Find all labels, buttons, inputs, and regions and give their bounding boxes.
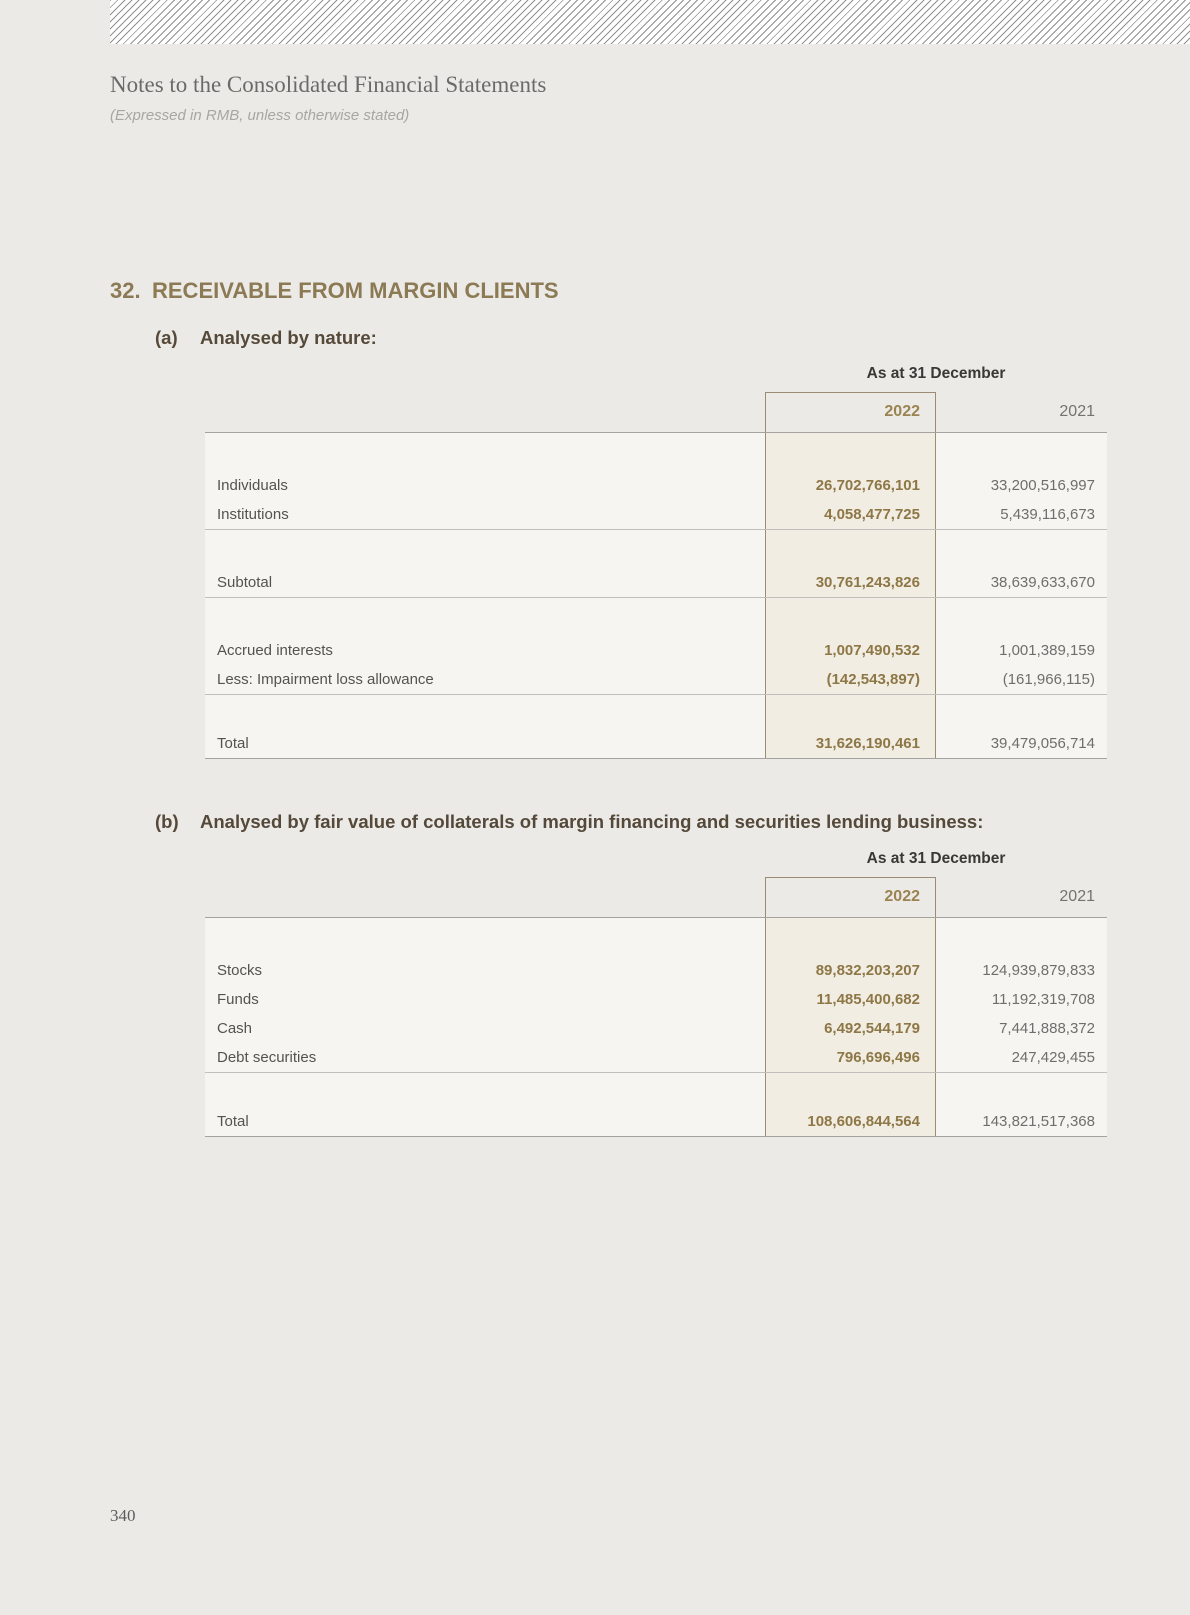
table-row bbox=[205, 956, 1107, 985]
row-label: Individuals bbox=[217, 477, 288, 494]
value-2021: 33,200,516,997 bbox=[990, 477, 1095, 494]
row-label: Cash bbox=[217, 1020, 253, 1037]
row-label: Subtotal bbox=[217, 574, 273, 591]
subsection-b-heading bbox=[155, 809, 983, 835]
value-2022: 796,696,496 bbox=[836, 1049, 920, 1066]
year-2022-header: 2022 bbox=[884, 403, 920, 420]
row-label: Debt securities bbox=[217, 1049, 317, 1066]
value-2021: 1,001,389,159 bbox=[999, 642, 1095, 659]
value-2022: (142,543,897) bbox=[826, 671, 920, 688]
value-2022: 11,485,400,682 bbox=[816, 991, 920, 1008]
subsection-b-heading-text: Analysed by fair value of collaterals of margin financing and securities lending business: bbox=[200, 811, 984, 832]
divider-rule bbox=[205, 694, 1107, 695]
value-2022: 31,626,190,461 bbox=[815, 735, 920, 752]
period-header-label: As at 31 December bbox=[866, 850, 1006, 867]
value-2021: (161,966,115) bbox=[1002, 671, 1095, 688]
table-row bbox=[205, 665, 1107, 694]
value-2021: 38,639,633,670 bbox=[990, 574, 1095, 591]
value-2022: 1,007,490,532 bbox=[824, 642, 920, 659]
table-row bbox=[205, 729, 1107, 758]
period-header-row bbox=[205, 846, 1107, 877]
table-row bbox=[205, 1043, 1107, 1072]
table-row bbox=[205, 500, 1107, 529]
value-2022: 26,702,766,101 bbox=[815, 477, 920, 494]
table-row bbox=[205, 985, 1107, 1014]
row-spacer bbox=[205, 598, 1107, 636]
value-2021: 247,429,455 bbox=[1011, 1049, 1095, 1066]
value-2022: 89,832,203,207 bbox=[815, 962, 920, 979]
year-2022-header: 2022 bbox=[884, 888, 920, 905]
table-bottom-rule bbox=[205, 1136, 1107, 1137]
section-heading bbox=[110, 276, 559, 306]
table-bottom-rule bbox=[205, 758, 1107, 759]
divider-rule bbox=[205, 529, 1107, 530]
row-spacer bbox=[205, 918, 1107, 956]
table-row bbox=[205, 1107, 1107, 1136]
value-2021: 11,192,319,708 bbox=[991, 991, 1095, 1008]
document-subtitle: (Expressed in RMB, unless otherwise stated) bbox=[110, 107, 410, 124]
value-2021: 143,821,517,368 bbox=[982, 1113, 1095, 1130]
year-header-row bbox=[205, 392, 1107, 433]
subsection-b-marker: (b) bbox=[155, 811, 179, 832]
year-2021-header: 2021 bbox=[1059, 403, 1095, 420]
row-spacer bbox=[205, 1073, 1107, 1107]
document-header bbox=[110, 70, 546, 126]
value-2021: 5,439,116,673 bbox=[1000, 506, 1095, 523]
value-2022: 30,761,243,826 bbox=[815, 574, 920, 591]
row-label: Accrued interests bbox=[217, 642, 333, 659]
row-label: Institutions bbox=[217, 506, 289, 523]
divider-rule bbox=[205, 1072, 1107, 1073]
table-row bbox=[205, 471, 1107, 500]
row-spacer bbox=[205, 530, 1107, 568]
value-2022: 6,492,544,179 bbox=[824, 1020, 920, 1037]
row-spacer bbox=[205, 433, 1107, 471]
section-number: 32. bbox=[110, 278, 141, 303]
row-label: Funds bbox=[217, 991, 259, 1008]
table-row bbox=[205, 568, 1107, 597]
period-header-row bbox=[205, 361, 1107, 392]
divider-rule bbox=[205, 597, 1107, 598]
year-header-row bbox=[205, 877, 1107, 918]
subsection-a-marker: (a) bbox=[155, 327, 178, 348]
value-2021: 124,939,879,833 bbox=[982, 962, 1095, 979]
value-2021: 39,479,056,714 bbox=[990, 735, 1095, 752]
value-2022: 108,606,844,564 bbox=[807, 1113, 920, 1130]
value-2021: 7,441,888,372 bbox=[999, 1020, 1095, 1037]
section-heading-text: RECEIVABLE FROM MARGIN CLIENTS bbox=[152, 278, 559, 303]
subsection-a-heading bbox=[155, 325, 377, 351]
page-number: 340 bbox=[110, 1506, 136, 1525]
row-label: Stocks bbox=[217, 962, 263, 979]
row-label: Less: Impairment loss allowance bbox=[217, 671, 434, 688]
row-label: Total bbox=[217, 1113, 249, 1130]
document-title: Notes to the Consolidated Financial Statements bbox=[110, 72, 547, 97]
period-header-label: As at 31 December bbox=[866, 365, 1006, 382]
table-row bbox=[205, 1014, 1107, 1043]
table-row bbox=[205, 636, 1107, 665]
year-2021-header: 2021 bbox=[1059, 888, 1095, 905]
subsection-a-heading-text: Analysed by nature: bbox=[200, 327, 377, 348]
value-2022: 4,058,477,725 bbox=[824, 506, 920, 523]
row-label: Total bbox=[217, 735, 249, 752]
decorative-hatch-band bbox=[110, 0, 1190, 44]
table-analysed-by-nature bbox=[205, 361, 1107, 759]
table-analysed-by-collateral-fair-value bbox=[205, 846, 1107, 1137]
row-spacer bbox=[205, 695, 1107, 729]
